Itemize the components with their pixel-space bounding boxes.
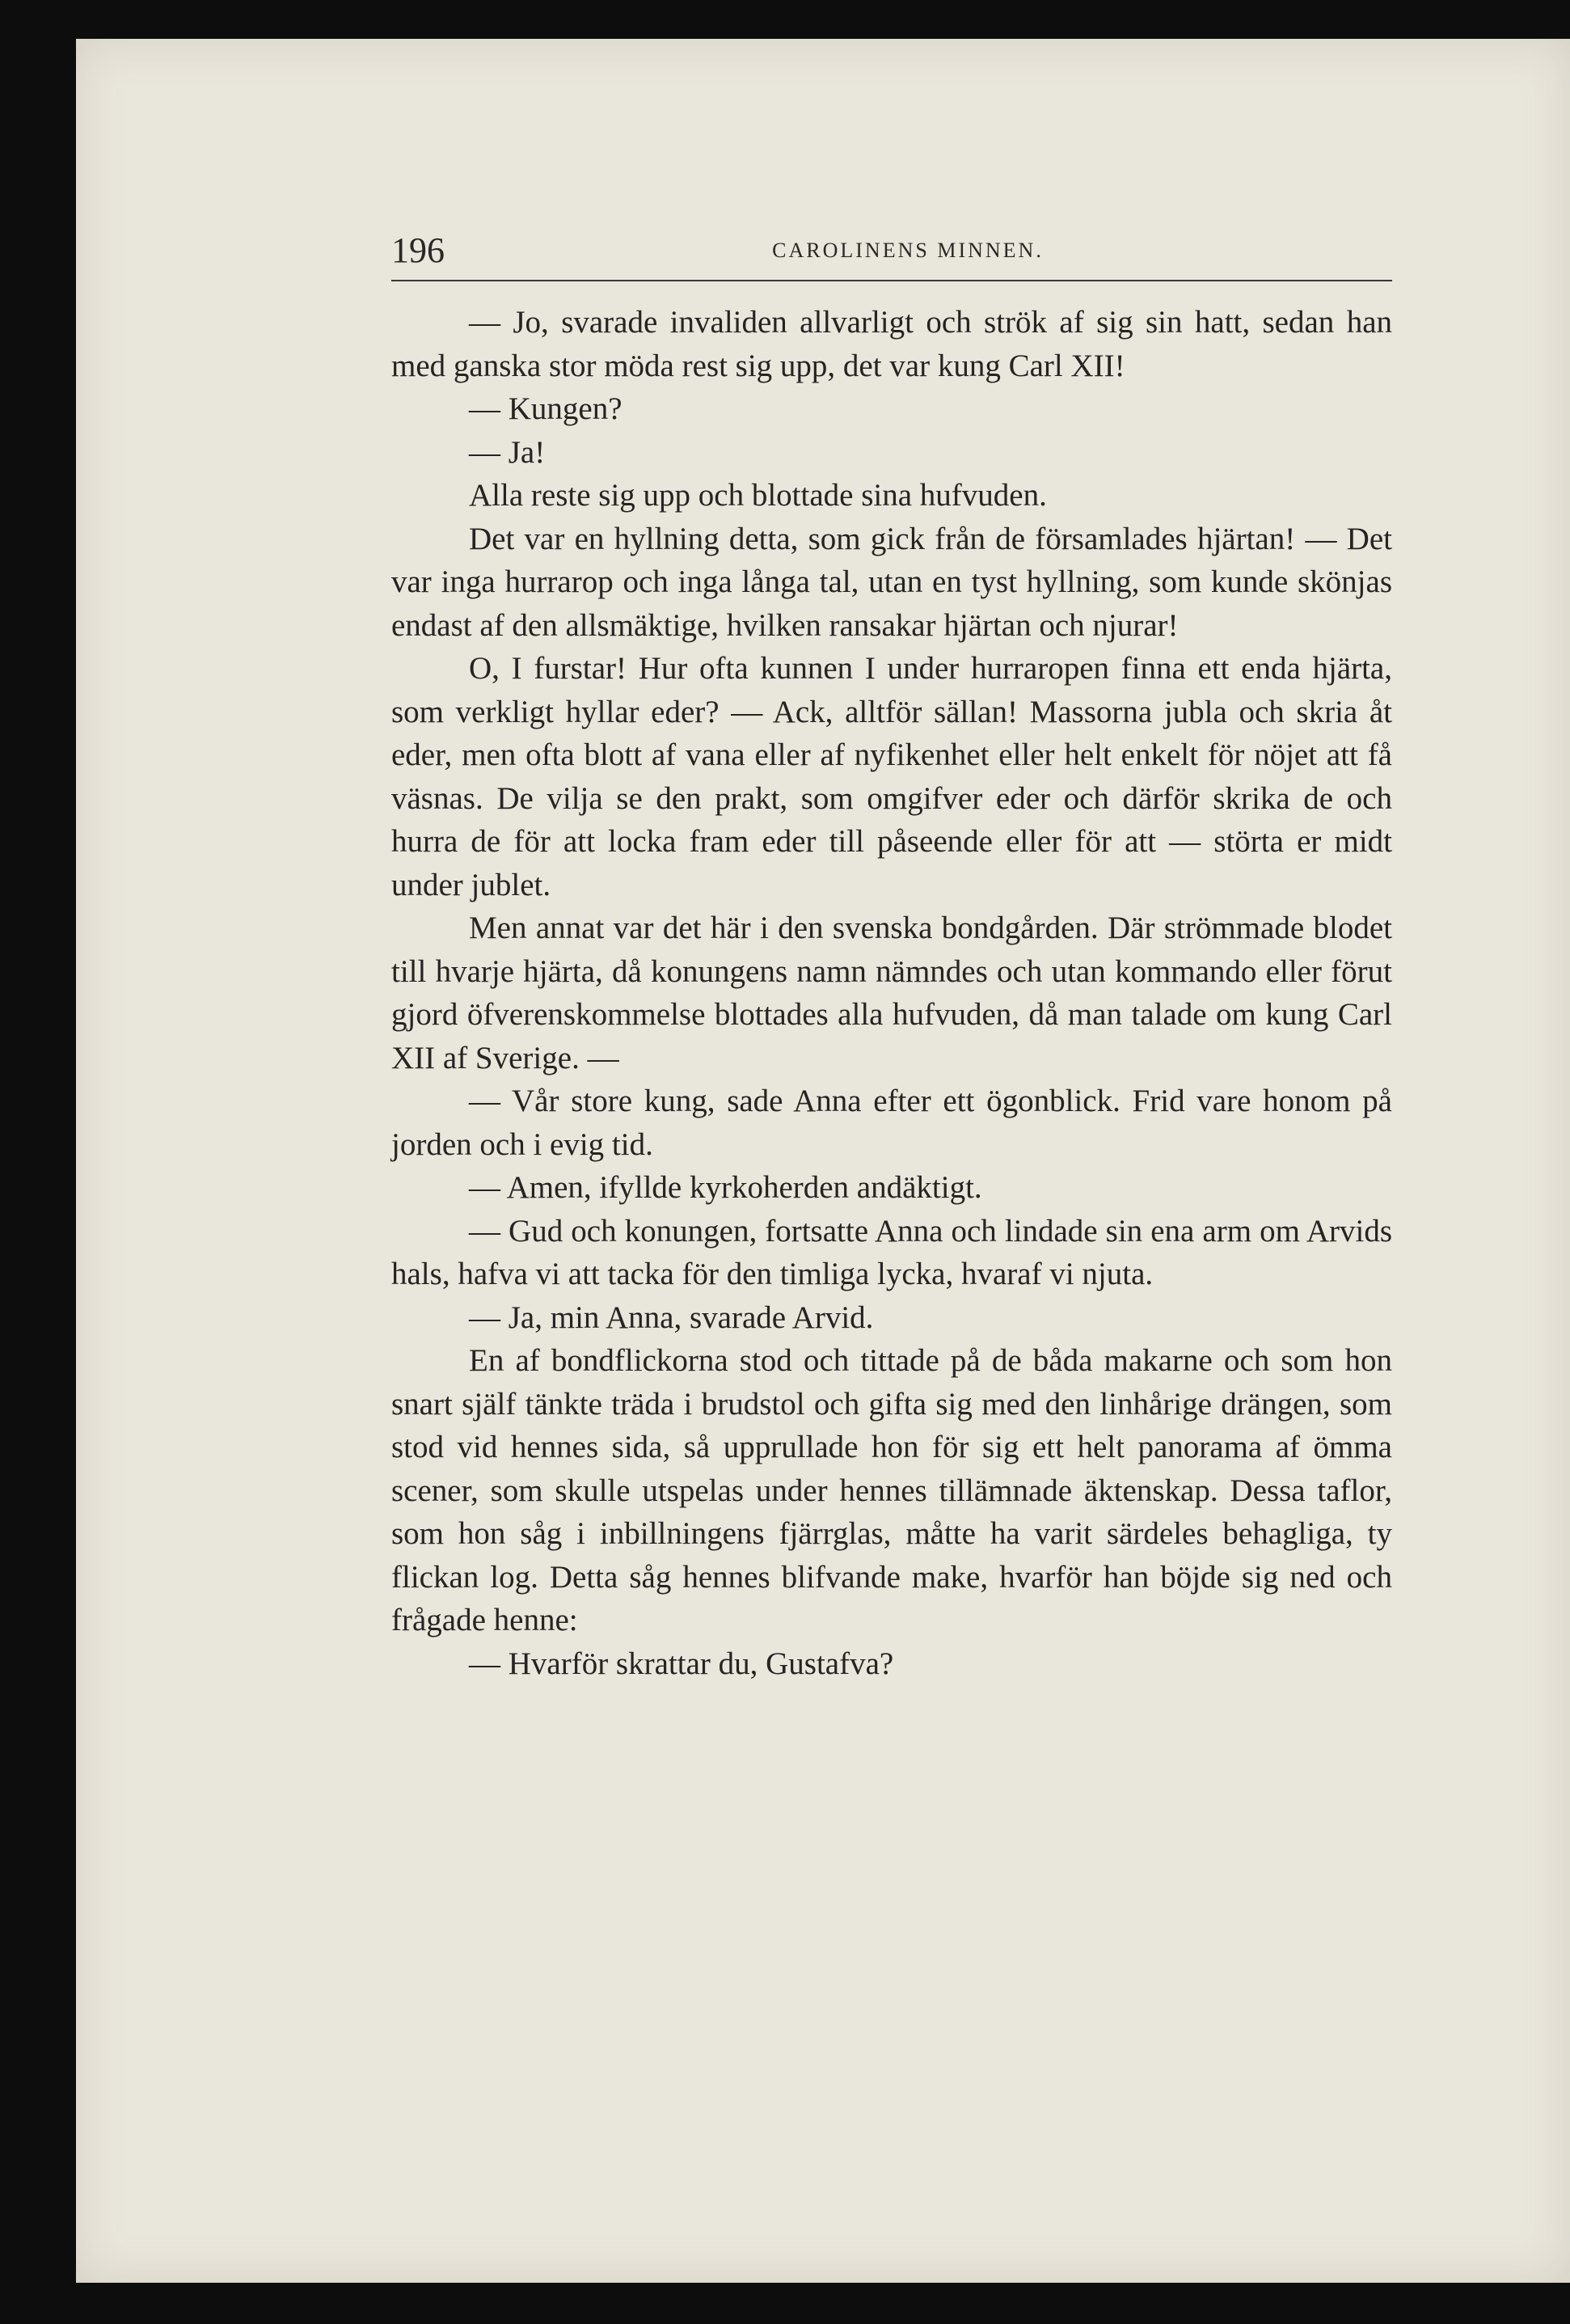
running-head — [391, 225, 1392, 277]
paragraph: — Jo, svarade invaliden allvarligt och strök af sig sin hatt, sedan han med ganska stor möda rest sig upp, det var kung Carl XII! — [391, 305, 1392, 383]
page-number: 196 — [391, 230, 445, 270]
running-title: CAROLINENS MINNEN. — [772, 239, 1044, 262]
paragraph: O, I furstar! Hur ofta kunnen I under hurraropen finna ett enda hjärta, som verkligt hyllar eder? — Ack, alltför sällan! Massorna jubla och skria åt eder, men ofta blott af vana eller af nyfikenhet eller helt enkelt för nöjet att få väsnas. De vilja se den prakt, som omgifver eder och därför skrika de och hurra de för att locka fram eder till påseende eller för att — störta er midt under jublet. — [391, 651, 1392, 902]
paragraph: — Amen, ifyllde kyrkoherden andäktigt. — [469, 1170, 982, 1205]
paragraph: Men annat var det här i den svenska bondgården. Där strömmade blodet till hvarje hjärta, då konungens namn nämndes och utan kommando eller förut gjord öfverenskommelse blottades alla hufvuden, då man talade om kung Carl XII af Sverige. — — [391, 911, 1392, 1075]
paragraph: — Hvarför skrattar du, Gustafva? — [469, 1646, 894, 1681]
paragraph: — Ja, min Anna, svarade Arvid. — [469, 1299, 874, 1335]
paragraph: — Vår store kung, sade Anna efter ett ögonblick. Frid vare honom på jorden och i evig tid. — [391, 1084, 1392, 1162]
body-text — [391, 301, 1392, 1685]
header-rule — [391, 280, 1392, 281]
paragraph: — Ja! — [469, 434, 546, 470]
paragraph: — Kungen? — [469, 391, 623, 426]
paragraph: — Gud och konungen, fortsatte Anna och lindade sin ena arm om Arvids hals, hafva vi att tacka för den timliga lycka, hvaraf vi njuta. — [391, 1213, 1392, 1291]
paragraph: Alla reste sig upp och blottade sina hufvuden. — [469, 478, 1047, 513]
paragraph: En af bondflickorna stod och tittade på de båda makarne och som hon snart själf tänkte träda i brudstol och gifta sig med den linhårige drängen, som stod vid hennes sida, så upprullade hon för sig ett helt panorama af ömma scener, som skulle utspelas under hennes tillämnade äktenskap. Dessa taflor, som hon såg i inbillningens fjärrglas, måtte ha varit särdeles behagliga, ty flickan log. Detta såg hennes blifvande make, hvarför han böjde sig ned och frågade henne: — [391, 1343, 1392, 1637]
paragraph: Det var en hyllning detta, som gick från de församlades hjärtan! — Det var inga hurrarop och inga långa tal, utan en tyst hyllning, som kunde skönjas endast af den allsmäktige, hvilken ransakar hjärtan och njurar! — [391, 521, 1392, 643]
